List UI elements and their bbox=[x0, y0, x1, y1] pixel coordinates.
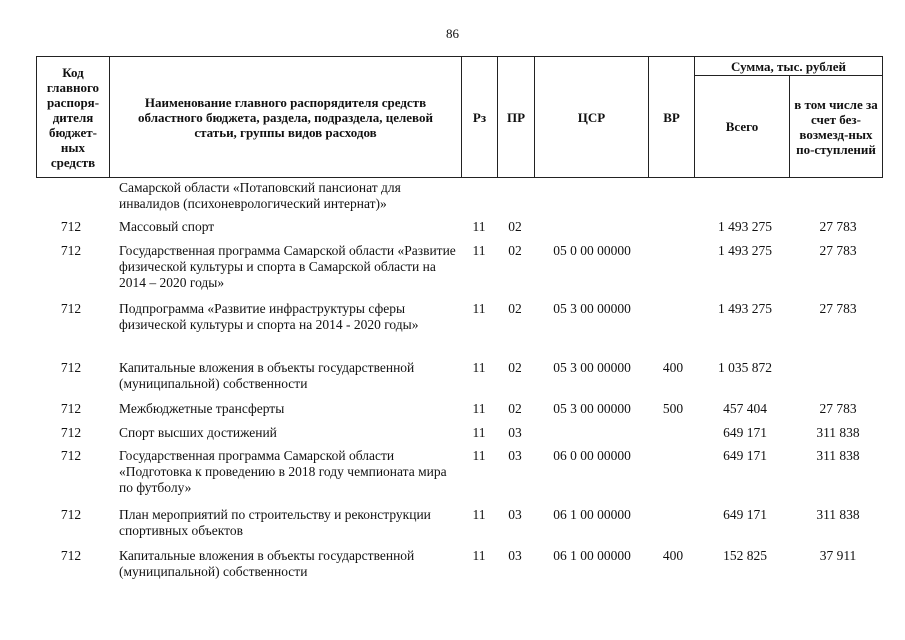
name-cell: Массовый спорт bbox=[119, 219, 215, 234]
free-cell: 311 838 bbox=[816, 425, 860, 440]
free-cell: 311 838 bbox=[816, 448, 860, 463]
total-cell: 1 493 275 bbox=[718, 301, 772, 316]
name-cell: Капитальные вложения в объекты государственной (муниципальной) собственности bbox=[119, 360, 415, 391]
total-cell: 1 493 275 bbox=[718, 243, 772, 258]
total-cell: 457 404 bbox=[723, 401, 767, 416]
vr-cell: 500 bbox=[662, 401, 684, 416]
name-cell: План мероприятий по строительству и реконструкции спортивных объектов bbox=[119, 507, 431, 538]
code-cell: 712 bbox=[60, 219, 82, 234]
pr-cell: 03 bbox=[508, 425, 522, 440]
rz-cell: 11 bbox=[472, 548, 486, 563]
header-pr: ПР bbox=[497, 56, 535, 178]
code-cell: 712 bbox=[60, 360, 82, 375]
free-cell: 27 783 bbox=[819, 301, 857, 316]
csr-cell: 06 1 00 00000 bbox=[553, 548, 631, 563]
rz-cell: 11 bbox=[472, 243, 486, 258]
name-cell: Государственная программа Самарской области «Развитие физической культуры и спорта в Самарской области на 2014 – 2020 годы» bbox=[119, 243, 456, 290]
csr-cell: 06 0 00 00000 bbox=[553, 448, 631, 463]
name-cell: Подпрограмма «Развитие инфраструктуры сферы физической культуры и спорта на 2014 - 2020 годы» bbox=[119, 301, 419, 332]
pr-cell: 02 bbox=[508, 301, 522, 316]
pr-cell: 02 bbox=[508, 360, 522, 375]
csr-cell: 05 3 00 00000 bbox=[553, 401, 631, 416]
name-cell: Капитальные вложения в объекты государственной (муниципальной) собственности bbox=[119, 548, 415, 579]
pr-cell: 03 bbox=[508, 507, 522, 522]
total-cell: 1 035 872 bbox=[718, 360, 772, 375]
rz-cell: 11 bbox=[472, 360, 486, 375]
vr-cell: 400 bbox=[662, 360, 684, 375]
free-cell: 27 783 bbox=[819, 219, 857, 234]
csr-cell: 05 3 00 00000 bbox=[553, 360, 631, 375]
csr-cell: 06 1 00 00000 bbox=[553, 507, 631, 522]
code-cell: 712 bbox=[60, 507, 82, 522]
header-free: в том числе за счет без-возмезд-ных по-ступлений bbox=[789, 75, 883, 178]
total-cell: 649 171 bbox=[723, 507, 767, 522]
vr-cell: 400 bbox=[662, 548, 684, 563]
code-cell: 712 bbox=[60, 401, 82, 416]
total-cell: 649 171 bbox=[723, 425, 767, 440]
header-sum-group: Сумма, тыс. рублей bbox=[694, 56, 883, 76]
total-cell: 649 171 bbox=[723, 448, 767, 463]
rz-cell: 11 bbox=[472, 301, 486, 316]
code-cell: 712 bbox=[60, 243, 82, 258]
rz-cell: 11 bbox=[472, 507, 486, 522]
header-vr: ВР bbox=[648, 56, 695, 178]
rz-cell: 11 bbox=[472, 448, 486, 463]
code-cell: 712 bbox=[60, 425, 82, 440]
header-rz: Рз bbox=[461, 56, 498, 178]
header-code: Код главного распоря-дителя бюджет-ных средств bbox=[36, 56, 110, 178]
rz-cell: 11 bbox=[472, 219, 486, 234]
free-cell: 37 911 bbox=[819, 548, 857, 563]
name-cell: Самарской области «Потаповский пансионат для инвалидов (психоневрологический интернат)» bbox=[119, 180, 401, 211]
rz-cell: 11 bbox=[472, 425, 486, 440]
pr-cell: 02 bbox=[508, 401, 522, 416]
pr-cell: 03 bbox=[508, 548, 522, 563]
name-cell: Межбюджетные трансферты bbox=[119, 401, 285, 416]
csr-cell: 05 3 00 00000 bbox=[553, 301, 631, 316]
free-cell: 311 838 bbox=[816, 507, 860, 522]
total-cell: 152 825 bbox=[723, 548, 767, 563]
code-cell: 712 bbox=[60, 548, 82, 563]
code-cell: 712 bbox=[60, 448, 82, 463]
header-name: Наименование главного распорядителя средств областного бюджета, раздела, подраздела, целевой статьи, группы видов расходов bbox=[109, 56, 462, 178]
free-cell: 27 783 bbox=[819, 243, 857, 258]
csr-cell: 05 0 00 00000 bbox=[553, 243, 631, 258]
header-total: Всего bbox=[694, 75, 790, 178]
name-cell: Спорт высших достижений bbox=[119, 425, 277, 440]
rz-cell: 11 bbox=[472, 401, 486, 416]
page-number: 86 bbox=[446, 26, 459, 41]
name-cell: Государственная программа Самарской области «Подготовка к проведению в 2018 году чемпионата мира по футболу» bbox=[119, 448, 447, 495]
total-cell: 1 493 275 bbox=[718, 219, 772, 234]
free-cell: 27 783 bbox=[819, 401, 857, 416]
pr-cell: 02 bbox=[508, 243, 522, 258]
header-csr: ЦСР bbox=[534, 56, 649, 178]
pr-cell: 02 bbox=[508, 219, 522, 234]
pr-cell: 03 bbox=[508, 448, 522, 463]
code-cell: 712 bbox=[60, 301, 82, 316]
